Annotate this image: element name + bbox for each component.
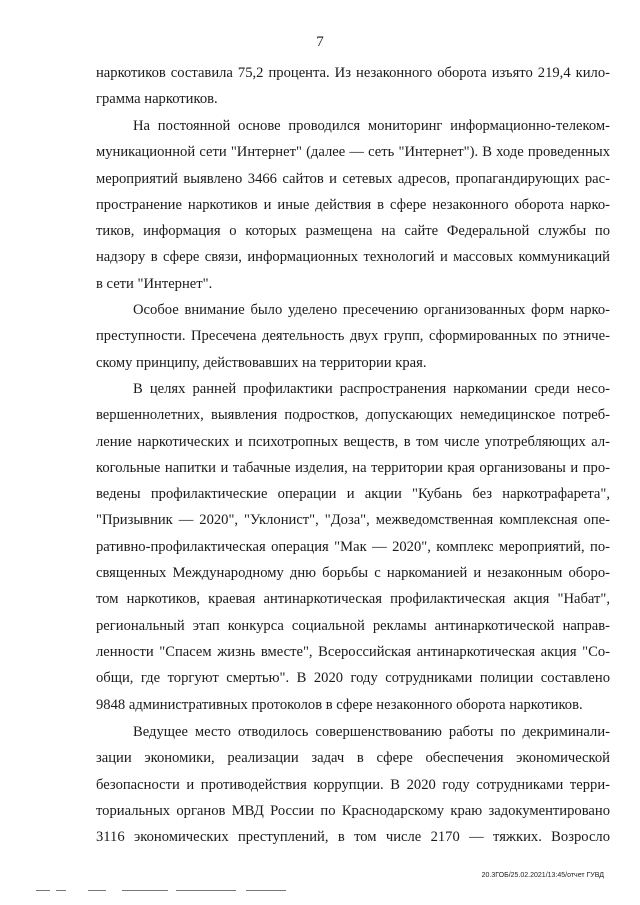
paragraph-internet-monitoring	[96, 113, 610, 297]
paragraph-line: ративно-профилактическая операция "Мак — 2020", комплекс мероприятий, по-	[96, 538, 610, 555]
paragraph-line: грамма наркотиков.	[96, 91, 218, 108]
paragraph-line: наркотиков составила 75,2 процента. Из незаконного оборота изъято 219,4 кило-	[96, 65, 610, 81]
paragraph-line: в сети "Интернет".	[96, 275, 213, 292]
scan-mark	[88, 890, 106, 891]
paragraph-line: преступности. Пресечена деятельность двух групп, сформированных по этниче-	[96, 328, 610, 345]
scan-mark	[122, 890, 168, 891]
paragraph-line: безопасности и противодействия коррупции. В 2020 году сотрудниками терри-	[96, 776, 610, 793]
paragraph-line: когольные напитки и табачные изделия, на территории края организованы и про-	[96, 459, 610, 476]
paragraph-line: муникационной сети "Интернет" (далее — сеть "Интернет"). В ходе проведенных	[96, 144, 610, 161]
paragraph-line: На постоянной основе проводился мониторинг информационно-телеком-	[133, 118, 610, 134]
scan-mark	[176, 890, 236, 891]
paragraph-economic-crimes	[96, 719, 610, 850]
paragraph-line: том наркотиков, краевая антинаркотическая профилактическая акция "Набат",	[96, 591, 610, 608]
scan-mark	[36, 890, 50, 891]
scan-mark	[246, 890, 286, 891]
paragraph-line: тиков, информация о которых размещена на сайте Федеральной службы по	[96, 223, 610, 240]
paragraph-line: скому принципу, действовавших на территории края.	[96, 354, 427, 371]
footer-document-stamp: 20.3ГОБ/25.02.2021/13:45/отчет ГУВД	[481, 872, 604, 879]
paragraph-line: мероприятий выявлено 3466 сайтов и сетевых адресов, пропагандирующих рас-	[96, 170, 610, 187]
paragraph-line: ведены профилактические операции и акции "Кубань без наркотрафарета",	[96, 486, 610, 503]
paragraph-line: 9848 административных протоколов в сфере незаконного оборота наркотиков.	[96, 696, 583, 713]
paragraph-line: священных Международному дню борьбы с наркоманией и незаконным оборо-	[96, 565, 610, 582]
paragraph-line: 3116 экономических преступлений, в том числе 2170 — тяжких. Возросло	[96, 829, 610, 846]
scan-mark	[56, 890, 66, 891]
paragraph-line: "Призывник — 2020", "Уклонист", "Доза", межведомственная комплексная опе-	[96, 512, 610, 529]
paragraph-line: ление наркотических и психотропных веществ, в том числе употребляющих ал-	[96, 433, 610, 450]
page-number: 7	[316, 34, 324, 50]
paragraph-line: пространение наркотиков и иные действия в сфере незаконного оборота нарко-	[96, 196, 610, 213]
paragraph-line: зации экономики, реализации задач в сфере обеспечения экономической	[96, 750, 610, 767]
paragraph-line: ториальных органов МВД России по Краснодарскому краю задокументировано	[96, 802, 610, 819]
paragraph-prevention	[96, 376, 610, 718]
paragraph-line: вершеннолетних, выявления подростков, допускающих немедицинское потреб-	[96, 407, 610, 424]
paragraph-line: региональный этап конкурса социальной рекламы антинаркотической направ-	[96, 617, 610, 634]
paragraph-line: ленности "Спасем жизнь вместе", Всероссийская антинаркотическая акция "Со-	[96, 643, 610, 660]
paragraph-line: Особое внимание было уделено пресечению организованных форм нарко-	[133, 302, 610, 318]
paragraph-line: общи, где торгуют смертью". В 2020 году сотрудниками полиции составлено	[96, 670, 610, 687]
paragraph-drug-seizure	[96, 60, 610, 113]
paragraph-line: В целях ранней профилактики распространения наркомании среди несо-	[133, 381, 610, 397]
paragraph-line: Ведущее место отводилось совершенствованию работы по декриминали-	[133, 724, 610, 740]
paragraph-organized-crime	[96, 297, 610, 376]
scan-artifact-lines	[36, 888, 336, 894]
paragraph-line: надзору в сфере связи, информационных технологий и массовых коммуникаций	[96, 249, 610, 266]
